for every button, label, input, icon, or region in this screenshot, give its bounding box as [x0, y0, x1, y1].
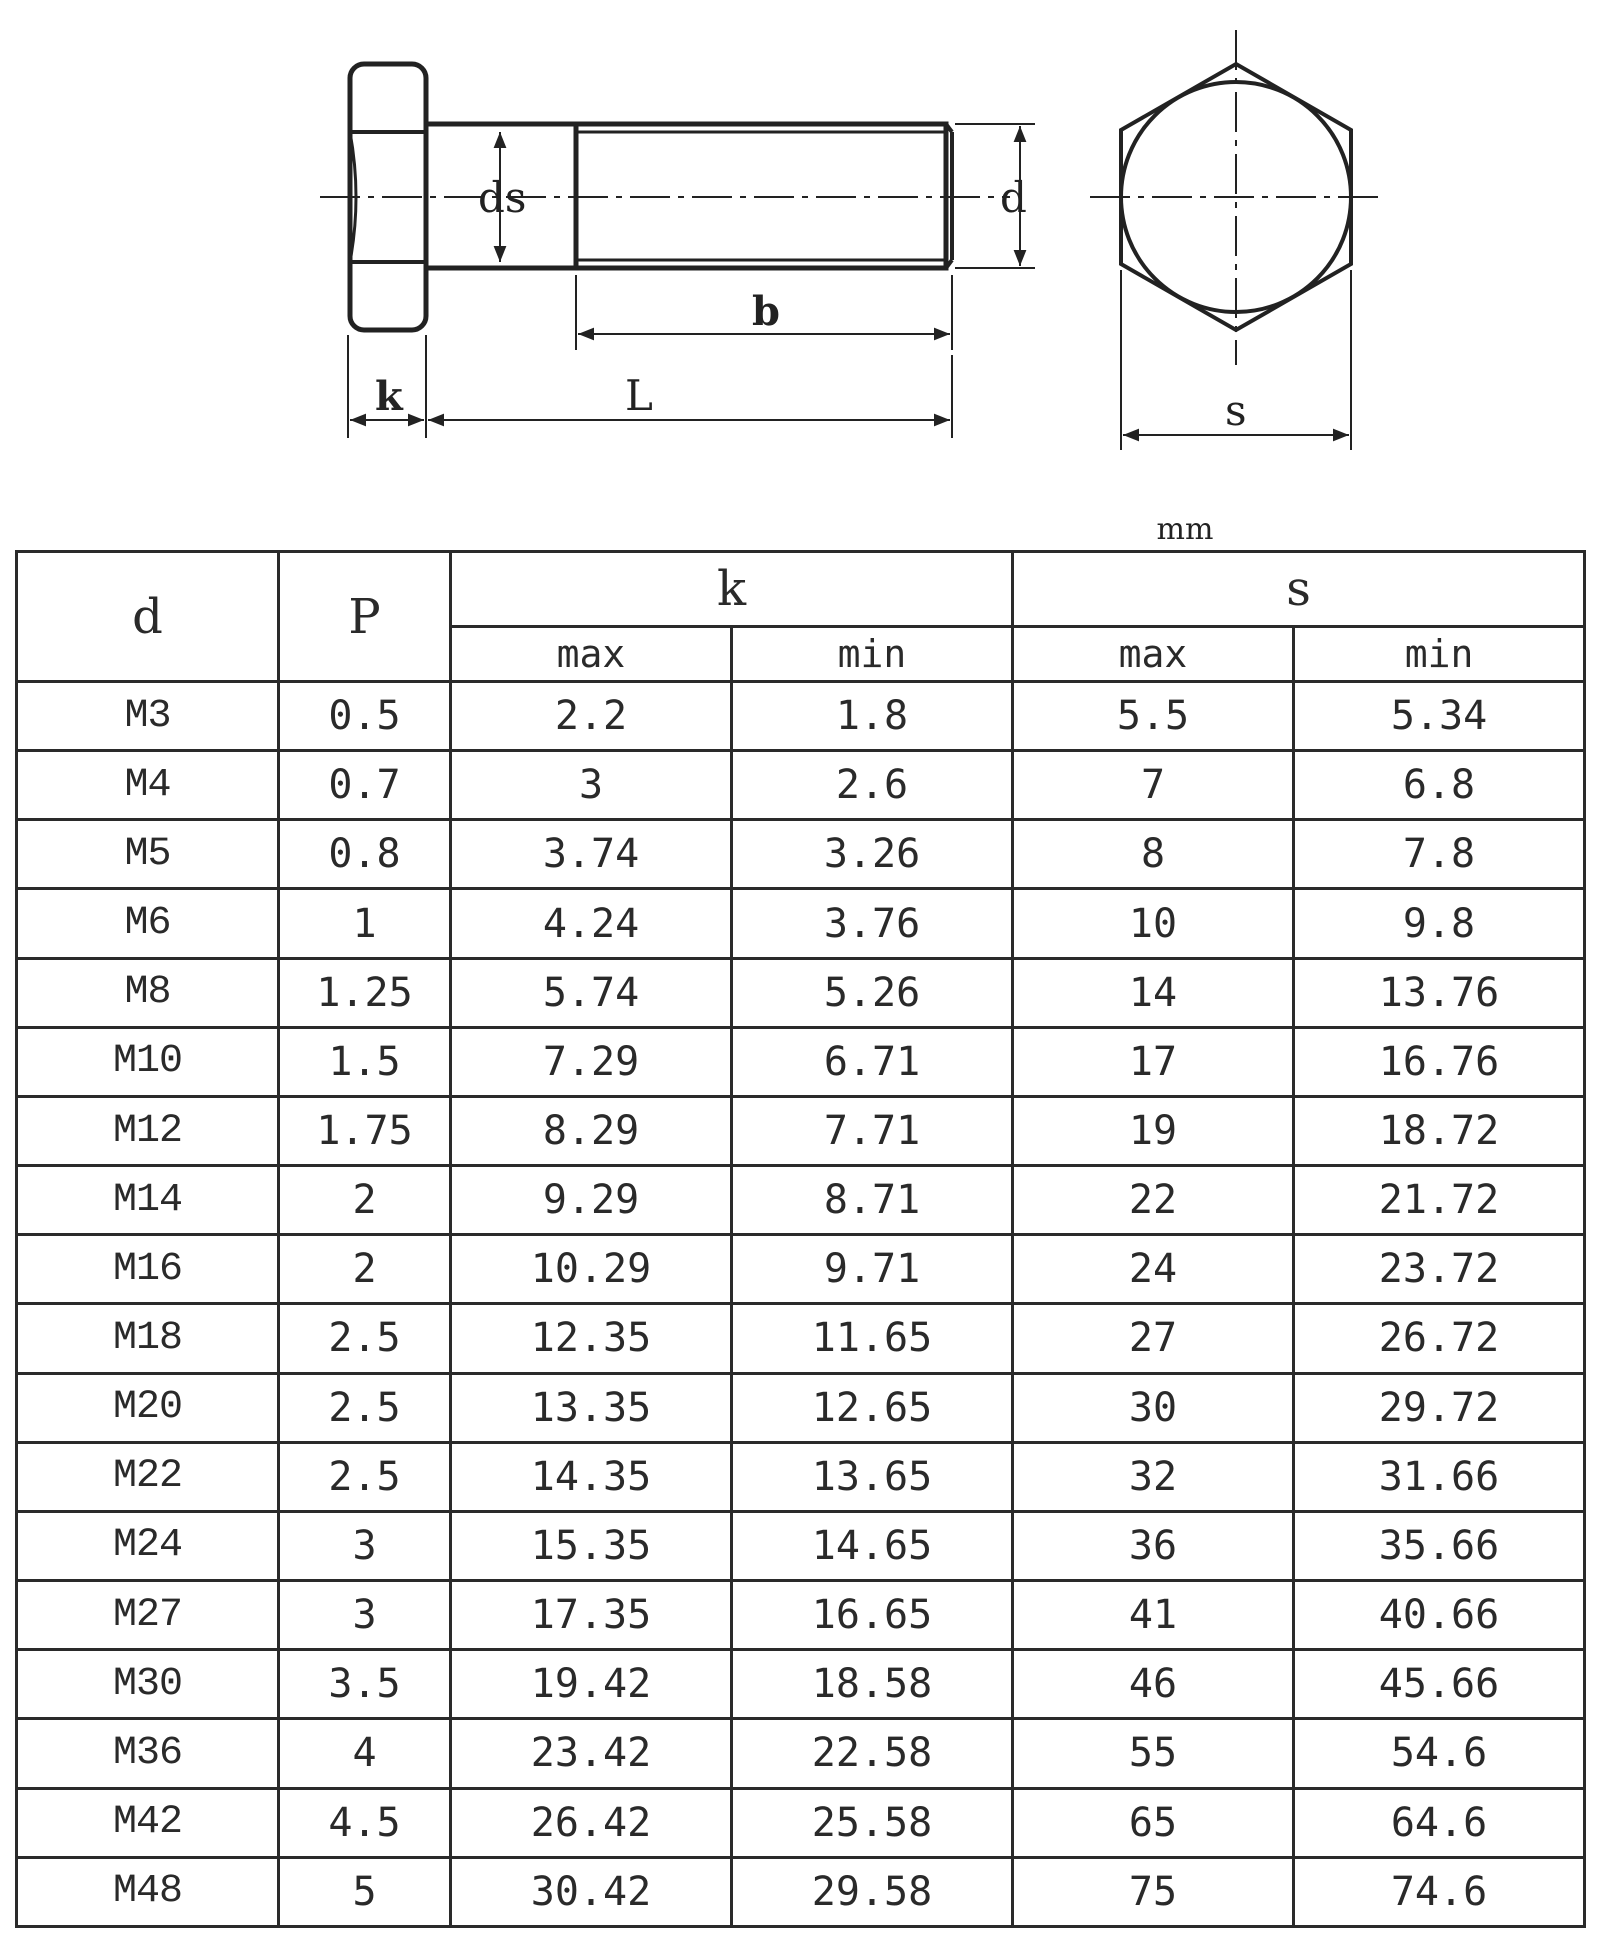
cell-k-max: 17.35 — [451, 1581, 732, 1650]
table-row — [17, 682, 1585, 751]
cell-d: M24 — [17, 1511, 279, 1580]
cell-d: M18 — [17, 1304, 279, 1373]
header-d: d — [17, 552, 279, 682]
cell-d: M48 — [17, 1857, 279, 1926]
table-row — [17, 1857, 1585, 1926]
cell-s-max: 10 — [1013, 889, 1294, 958]
header-k: k — [451, 552, 1013, 627]
cell-d: M20 — [17, 1373, 279, 1442]
table-row — [17, 1373, 1585, 1442]
cell-d: M5 — [17, 820, 279, 889]
cell-k-max: 10.29 — [451, 1235, 732, 1304]
cell-s-min: 7.8 — [1294, 820, 1585, 889]
cell-s-max: 75 — [1013, 1857, 1294, 1926]
header-s-min: min — [1294, 627, 1585, 682]
cell-d: M10 — [17, 1027, 279, 1096]
cell-s-min: 9.8 — [1294, 889, 1585, 958]
cell-k-min: 13.65 — [732, 1442, 1013, 1511]
bolt-technical-drawing — [0, 0, 1600, 500]
cell-P: 1.75 — [279, 1096, 451, 1165]
cell-k-max: 30.42 — [451, 1857, 732, 1926]
cell-s-min: 5.34 — [1294, 682, 1585, 751]
cell-s-max: 7 — [1013, 751, 1294, 820]
cell-k-min: 7.71 — [732, 1096, 1013, 1165]
cell-k-max: 12.35 — [451, 1304, 732, 1373]
cell-k-min: 9.71 — [732, 1235, 1013, 1304]
cell-k-max: 2.2 — [451, 682, 732, 751]
cell-d: M22 — [17, 1442, 279, 1511]
cell-s-min: 40.66 — [1294, 1581, 1585, 1650]
cell-s-max: 8 — [1013, 820, 1294, 889]
cell-P: 0.5 — [279, 682, 451, 751]
cell-k-min: 5.26 — [732, 958, 1013, 1027]
label-ds: ds — [478, 173, 527, 222]
cell-P: 1.5 — [279, 1027, 451, 1096]
cell-k-max: 3.74 — [451, 820, 732, 889]
cell-d: M6 — [17, 889, 279, 958]
header-k-max: max — [451, 627, 732, 682]
table-row — [17, 1304, 1585, 1373]
cell-s-max: 27 — [1013, 1304, 1294, 1373]
table-row — [17, 820, 1585, 889]
cell-d: M12 — [17, 1096, 279, 1165]
cell-k-max: 26.42 — [451, 1788, 732, 1857]
cell-P: 4.5 — [279, 1788, 451, 1857]
cell-P: 5 — [279, 1857, 451, 1926]
cell-P: 2.5 — [279, 1373, 451, 1442]
cell-s-max: 14 — [1013, 958, 1294, 1027]
cell-d: M4 — [17, 751, 279, 820]
label-s: s — [1225, 386, 1247, 435]
cell-k-max: 14.35 — [451, 1442, 732, 1511]
cell-s-max: 24 — [1013, 1235, 1294, 1304]
cell-s-min: 45.66 — [1294, 1650, 1585, 1719]
cell-s-max: 22 — [1013, 1166, 1294, 1235]
cell-d: M42 — [17, 1788, 279, 1857]
label-L: L — [625, 371, 653, 420]
cell-P: 2.5 — [279, 1304, 451, 1373]
cell-d: M16 — [17, 1235, 279, 1304]
cell-d: M8 — [17, 958, 279, 1027]
cell-k-min: 16.65 — [732, 1581, 1013, 1650]
cell-P: 3.5 — [279, 1650, 451, 1719]
bolt-spec-table — [15, 550, 1586, 1928]
cell-P: 2 — [279, 1166, 451, 1235]
table-row — [17, 751, 1585, 820]
cell-d: M3 — [17, 682, 279, 751]
cell-s-min: 74.6 — [1294, 1857, 1585, 1926]
header-k-min: min — [732, 627, 1013, 682]
cell-s-max: 17 — [1013, 1027, 1294, 1096]
cell-d: M30 — [17, 1650, 279, 1719]
cell-P: 1 — [279, 889, 451, 958]
cell-P: 2 — [279, 1235, 451, 1304]
cell-k-min: 18.58 — [732, 1650, 1013, 1719]
cell-s-min: 13.76 — [1294, 958, 1585, 1027]
header-s: s — [1013, 552, 1585, 627]
cell-s-max: 32 — [1013, 1442, 1294, 1511]
cell-P: 3 — [279, 1511, 451, 1580]
cell-k-min: 3.76 — [732, 889, 1013, 958]
cell-s-min: 21.72 — [1294, 1166, 1585, 1235]
header-s-max: max — [1013, 627, 1294, 682]
table-row — [17, 1166, 1585, 1235]
table-row — [17, 1719, 1585, 1788]
cell-k-max: 4.24 — [451, 889, 732, 958]
label-b: b — [752, 288, 780, 335]
cell-s-min: 35.66 — [1294, 1511, 1585, 1580]
cell-s-max: 30 — [1013, 1373, 1294, 1442]
cell-s-min: 54.6 — [1294, 1719, 1585, 1788]
cell-P: 2.5 — [279, 1442, 451, 1511]
cell-d: M14 — [17, 1166, 279, 1235]
table-row — [17, 1096, 1585, 1165]
cell-s-max: 55 — [1013, 1719, 1294, 1788]
cell-s-min: 16.76 — [1294, 1027, 1585, 1096]
header-P: P — [279, 552, 451, 682]
label-d: d — [1000, 173, 1027, 222]
cell-k-max: 9.29 — [451, 1166, 732, 1235]
cell-k-min: 1.8 — [732, 682, 1013, 751]
cell-k-max: 7.29 — [451, 1027, 732, 1096]
cell-s-max: 65 — [1013, 1788, 1294, 1857]
table-row — [17, 1650, 1585, 1719]
cell-P: 0.7 — [279, 751, 451, 820]
cell-P: 3 — [279, 1581, 451, 1650]
label-k: k — [375, 373, 403, 420]
cell-k-max: 8.29 — [451, 1096, 732, 1165]
cell-k-max: 5.74 — [451, 958, 732, 1027]
unit-label: mm — [1156, 512, 1214, 547]
cell-s-max: 41 — [1013, 1581, 1294, 1650]
cell-d: M27 — [17, 1581, 279, 1650]
cell-d: M36 — [17, 1719, 279, 1788]
cell-s-min: 6.8 — [1294, 751, 1585, 820]
cell-P: 4 — [279, 1719, 451, 1788]
cell-s-min: 29.72 — [1294, 1373, 1585, 1442]
cell-s-max: 46 — [1013, 1650, 1294, 1719]
cell-k-min: 22.58 — [732, 1719, 1013, 1788]
cell-k-max: 3 — [451, 751, 732, 820]
cell-k-max: 15.35 — [451, 1511, 732, 1580]
cell-P: 0.8 — [279, 820, 451, 889]
cell-k-min: 3.26 — [732, 820, 1013, 889]
cell-P: 1.25 — [279, 958, 451, 1027]
cell-s-max: 36 — [1013, 1511, 1294, 1580]
cell-k-min: 14.65 — [732, 1511, 1013, 1580]
cell-k-max: 23.42 — [451, 1719, 732, 1788]
cell-s-max: 5.5 — [1013, 682, 1294, 751]
cell-s-min: 26.72 — [1294, 1304, 1585, 1373]
cell-k-min: 29.58 — [732, 1857, 1013, 1926]
cell-s-min: 64.6 — [1294, 1788, 1585, 1857]
cell-k-min: 8.71 — [732, 1166, 1013, 1235]
table-row — [17, 1442, 1585, 1511]
cell-s-max: 19 — [1013, 1096, 1294, 1165]
cell-k-max: 19.42 — [451, 1650, 732, 1719]
cell-k-min: 2.6 — [732, 751, 1013, 820]
table-row — [17, 1581, 1585, 1650]
cell-s-min: 31.66 — [1294, 1442, 1585, 1511]
table-row — [17, 1788, 1585, 1857]
header-row-group — [17, 552, 1585, 627]
cell-s-min: 18.72 — [1294, 1096, 1585, 1165]
table-row — [17, 1027, 1585, 1096]
cell-k-max: 13.35 — [451, 1373, 732, 1442]
table-row — [17, 958, 1585, 1027]
cell-k-min: 25.58 — [732, 1788, 1013, 1857]
cell-s-min: 23.72 — [1294, 1235, 1585, 1304]
cell-k-min: 11.65 — [732, 1304, 1013, 1373]
table-row — [17, 1511, 1585, 1580]
cell-k-min: 12.65 — [732, 1373, 1013, 1442]
table-row — [17, 889, 1585, 958]
cell-k-min: 6.71 — [732, 1027, 1013, 1096]
table-row — [17, 1235, 1585, 1304]
